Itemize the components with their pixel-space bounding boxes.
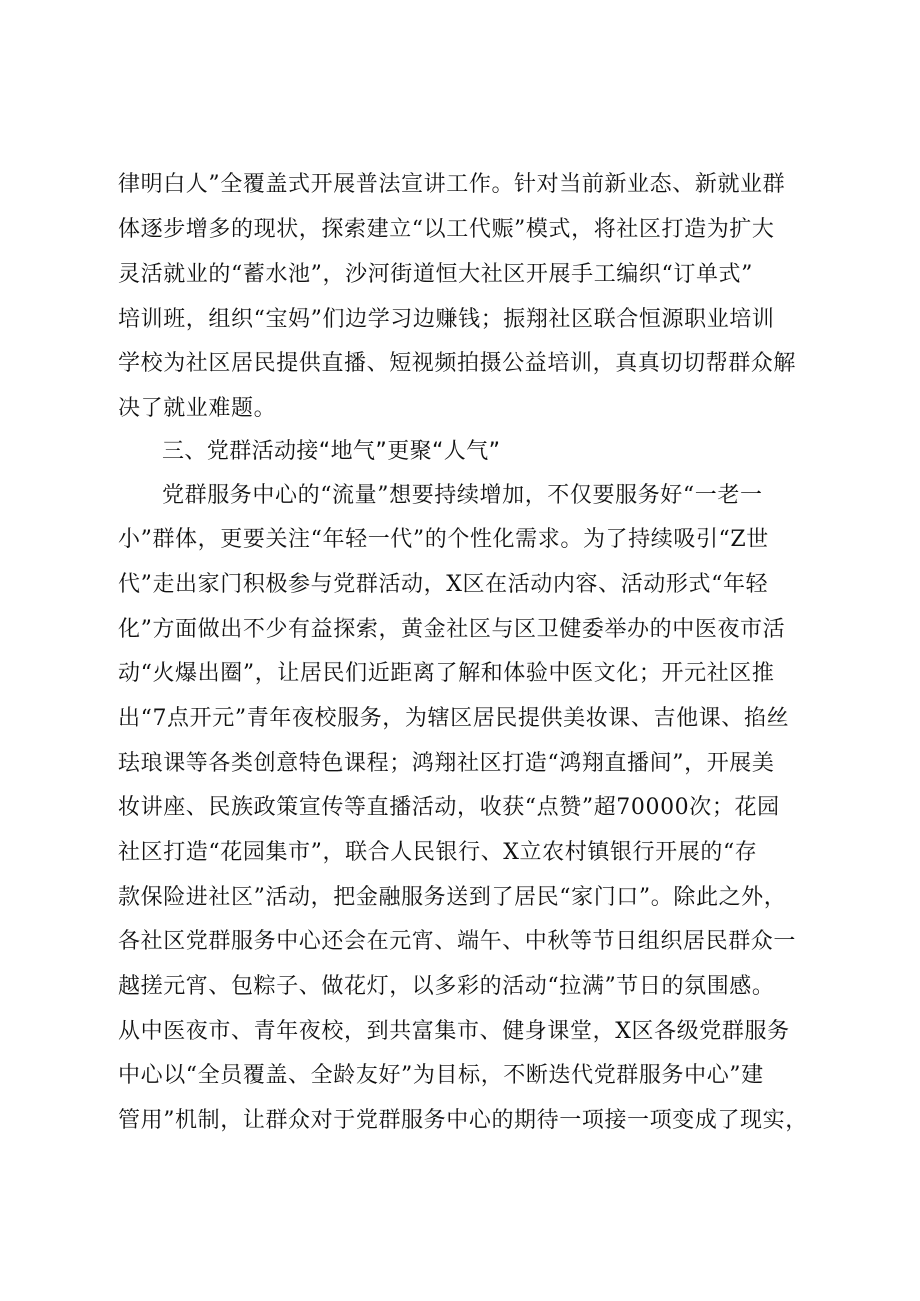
paragraph2-line-15: 管用”机制，让群众对于党群服务中心的期待一项接一项变成了现实， [118, 1108, 808, 1133]
paragraph2-line-4: 化”方面做出不少有益探索，黄金社区与区卫健委举办的中医夜市活 [118, 617, 786, 642]
paragraph2-line-14: 中心以“全员覆盖、全龄友好”为目标，不断迭代党群服务中心”建 [118, 1063, 764, 1088]
paragraph2-line-6: 出“7点开元”青年夜校服务，为辖区居民提供美妆课、吉他课、掐丝 [118, 706, 790, 731]
paragraph1-line-5: 学校为社区居民提供直播、短视频拍摄公益培训，真真切切帮群众解 [118, 351, 797, 376]
paragraph1-line-4: 培训班，组织“宝妈”们边学习边赚钱；振翔社区联合恒源职业培训 [118, 307, 775, 332]
paragraph2-line-1: 党群服务中心的“流量”想要持续增加，不仅要服务好“一老一 [162, 483, 763, 508]
paragraph2-line-10: 款保险进社区”活动，把金融服务送到了居民“家门口”。除此之外， [118, 885, 787, 910]
paragraph2-line-13: 从中医夜市、青年夜校，到共富集市、健身课堂，X区各级党群服务 [118, 1019, 790, 1044]
paragraph1-line-2: 体逐步增多的现状，探索建立“以工代赈”模式，将社区打造为扩大 [118, 217, 775, 242]
paragraph2-line-9: 社区打造“花园集市”，联合人民银行、X立农村镇银行开展的“存 [118, 840, 758, 865]
paragraph2-line-8: 妆讲座、民族政策宣传等直播活动，收获“点赞”超70000次；花园 [118, 795, 780, 820]
paragraph1-line-6: 决了就业难题。 [118, 396, 277, 421]
section-heading: 三、党群活动接“地气”更聚“人气” [162, 439, 501, 464]
paragraph2-line-3: 代”走出家门积极参与党群活动，X区在活动内容、活动形式“年轻 [118, 572, 769, 597]
paragraph2-line-2: 小”群体，更要关注“年轻一代”的个性化需求。为了持续吸引“Z世 [118, 527, 769, 552]
paragraph2-line-7: 珐琅课等各类创意特色课程；鸿翔社区打造“鸿翔直播间”，开展美 [118, 751, 775, 776]
paragraph2-line-12: 越搓元宵、包粽子、做花灯，以多彩的活动“拉满”节日的氛围感。 [118, 974, 775, 999]
paragraph1-line-1: 律明白人”全覆盖式开展普法宣讲工作。针对当前新业态、新就业群 [118, 172, 786, 197]
paragraph2-line-5: 动“火爆出圈”，让居民们近距离了解和体验中医文化；开元社区推 [118, 661, 775, 686]
paragraph2-line-11: 各社区党群服务中心还会在元宵、端午、中秋等节日组织居民群众一 [118, 929, 797, 954]
paragraph1-line-3: 灵活就业的“蓄水池”，沙河街道恒大社区开展手工编织“订单式” [118, 262, 753, 287]
